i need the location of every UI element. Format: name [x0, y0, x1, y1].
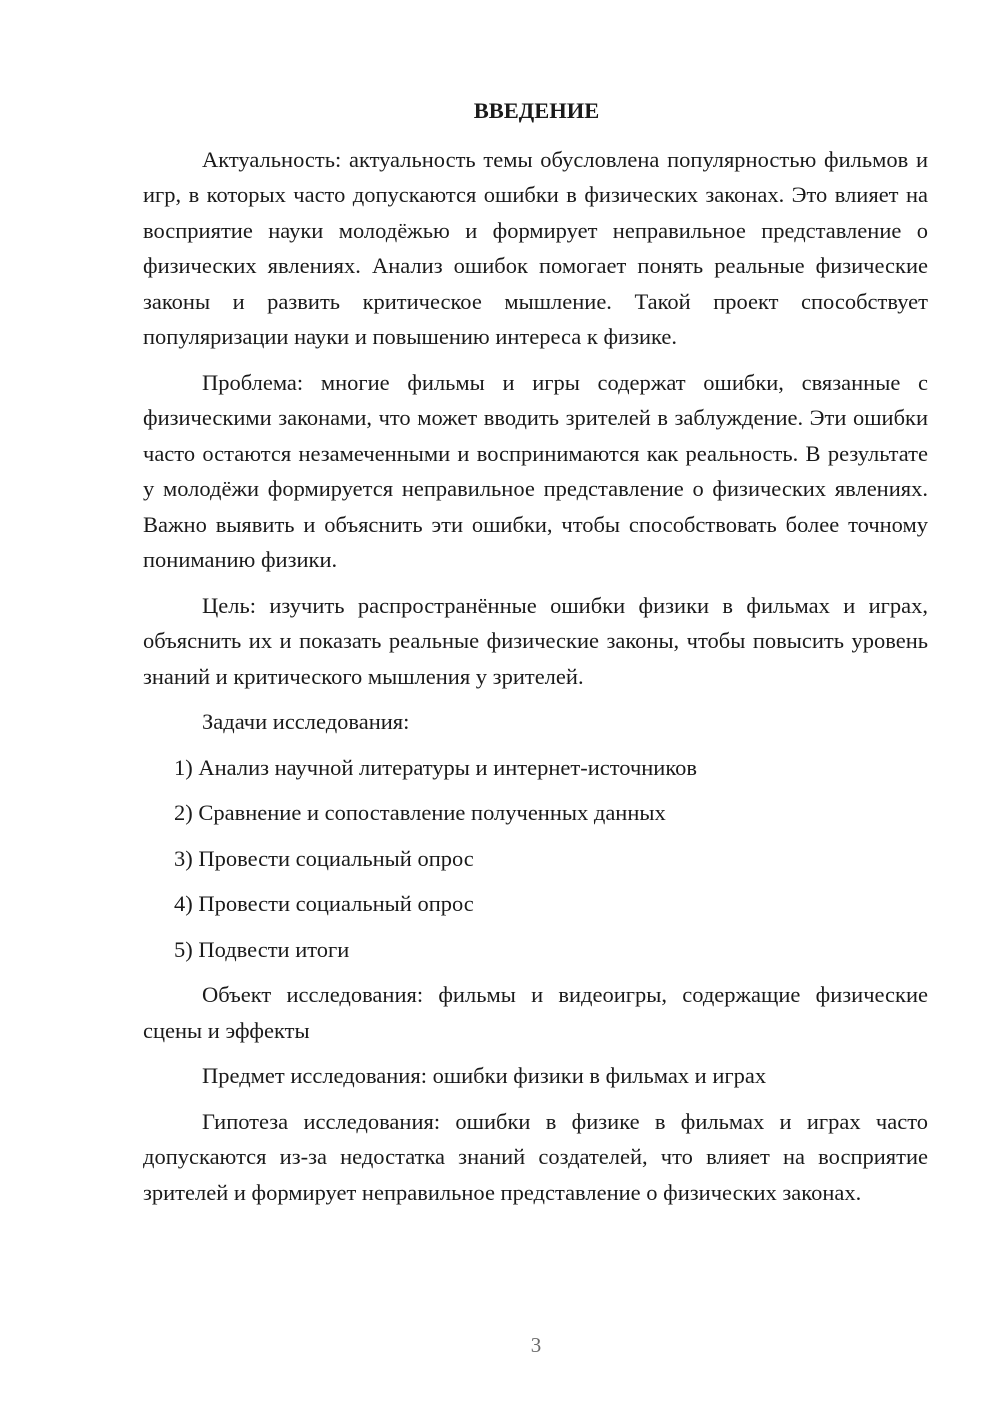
paragraph-goal: Цель: изучить распространённые ошибки физики в фильмах и играх, объяснить их и показать реальные физические законы, чтобы повысить уровень знаний и критического мышления у зрителей. [143, 592, 928, 689]
page-number: 3 [530, 1333, 542, 1357]
paragraph-relevance: Актуальность: актуальность темы обусловлена популярностью фильмов и игр, в которых часто допускаются ошибки в физических законах. Это влияет на восприятие науки молодёжью и формирует неправильное представление о физических явлениях. Анализ ошибок помогает понять реальные физические законы и развить критическое мышление. Такой проект способствует популяризации науки и повышению интереса к физике. [143, 146, 928, 349]
list-item: 4) Провести социальный опрос [174, 891, 474, 916]
tasks-list [143, 750, 928, 968]
paragraph-hypothesis: Гипотеза исследования: ошибки в физике в фильмах и играх часто допускаются из-за недостатка знаний создателей, что влияет на восприятие зрителей и формирует неправильное представление о физических законах. [143, 1108, 928, 1205]
page-body [143, 93, 928, 1220]
paragraph-subject: Предмет исследования: ошибки физики в фильмах и играх [202, 1063, 767, 1088]
section-heading: ВВЕДЕНИЕ [473, 98, 600, 123]
list-item: 2) Сравнение и сопоставление полученных данных [174, 800, 666, 825]
list-item: 3) Провести социальный опрос [174, 845, 474, 871]
tasks-heading: Задачи исследования: [202, 709, 410, 734]
list-item: 5) Подвести итоги [174, 936, 350, 962]
paragraph-problem: Проблема: многие фильмы и игры содержат ошибки, связанные с физическими законами, что может вводить зрителей в заблуждение. Эти ошибки часто остаются незамеченными и воспринимаются как реальность. В результате у молодёжи формируется неправильное представление о физических явлениях. Важно выявить и объяснить эти ошибки, чтобы способствовать более точному пониманию физики. [143, 369, 928, 572]
paragraph-object: Объект исследования: фильмы и видеоигры, содержащие физические сцены и эффекты [143, 982, 928, 1043]
list-item: 1) Анализ научной литературы и интернет-источников [174, 754, 698, 780]
